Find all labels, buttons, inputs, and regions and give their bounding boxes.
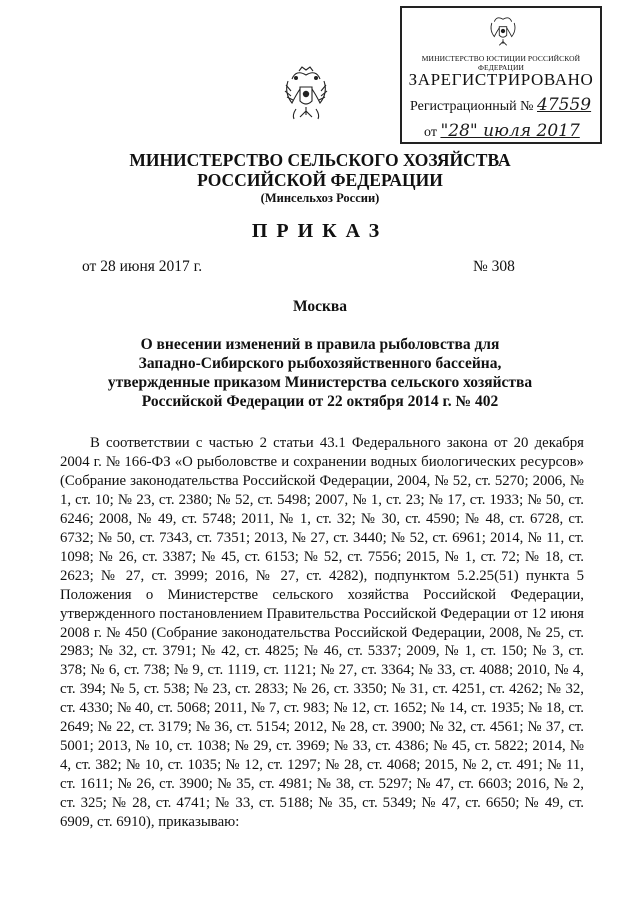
stamp-date-line — [424, 121, 580, 141]
subject-line: утвержденные приказом Министерства сельского хозяйства — [107, 374, 533, 391]
body-paragraph-text: В соответствии с частью 2 статьи 43.1 Федерального закона от 20 декабря 2004 г. № 166-ФЗ «О рыболовстве и сохранении водных биологических ресурсов» (Собрание законодательства Российской Федерации, 2004, № 52, ст. 5270; 2006, № 1, ст. 10; № 23, ст. 2380; № 52, ст. 5498; 2007, № 1, ст. 23; № 17, ст. 1933; № 50, ст. 6246; 2008, № 49, ст. 5748; 2011, № 1, ст. 32; № 30, ст. 4590; № 48, ст. 6728, ст. 6732; № 50, ст. 7343, ст. 7351; 2013, № 27, ст. 3440; № 52, ст. 6961; 2014, № 11, ст. 1098; № 26, ст. 3387; № 45, ст. 6153; № 52, ст. 7556; 2015, № 1, ст. 72; № 18, ст. 2623; № 27, ст. 3999; 2016, № 27, ст. 4282), подпунктом 5.2.25(51) пункта 5 Положения о Министерстве сельского хозяйства Российской Федерации, утвержденного постановлением Правительства Российской Федерации от 12 июня 2008 г. № 450 (Собрание законодательства Российской Федерации, 2008, № 25, ст. 2983; № 32, ст. 3791; № 42, ст. 4825; № 46, ст. 5337; 2009, № 1, ст. 150; № 3, ст. 378; № 6, ст. 738; № 9, ст. 1119, ст. 1121; № 27, ст. 3364; № 33, ст. 4088; 2010, № 4, ст. 394; № 5, ст. 538; № 23, ст. 2833; № 26, ст. 3350; № 31, ст. 4251, ст. 4262; № 32, ст. 4330; № 40, ст. 5068; 2011, № 7, ст. 983; № 12, ст. 1652; № 14, ст. 1935; № 18, ст. 2649; № 22, ст. 3179; № 36, ст. 5154; 2012, № 28, ст. 3900; № 32, ст. 4561; № 37, ст. 5001; 2013, № 10, ст. 1038; № 29, ст. 3969; № 33, ст. 4386; № 45, ст. 5822; 2014, № 4, ст. 382; № 10, ст. 1035; № 12, ст. 1297; № 28, ст. 4068; 2015, № 2, ст. 491; № 11, ст. 1611; № 26, ст. 3900; № 35, ст. 4981; № 38, ст. 5297; № 47, ст. 6603; 2016, № 2, ст. 325; № 28, ст. 4741; № 33, ст. 5188; № 35, ст. 5349; № 47, ст. 6650; № 49, ст. 6909, ст. 6910), приказываю: — [60, 435, 584, 831]
ministry-name-line1: МИНИСТЕРСТВО СЕЛЬСКОГО ХОЗЯЙСТВА — [129, 150, 511, 170]
subject-line: О внесении изменений в правила рыболовства для — [140, 336, 500, 353]
stamp-registration-line — [410, 95, 591, 115]
order-number: № 308 — [473, 258, 515, 275]
stamp-emblem-icon — [488, 13, 518, 49]
coat-of-arms-icon — [282, 65, 330, 123]
stamp-ministry-name: МИНИСТЕРСТВО ЮСТИЦИИ РОССИЙСКОЙ ФЕДЕРАЦИИ — [421, 54, 581, 72]
stamp-date-prefix: от — [424, 125, 437, 140]
body-paragraph — [60, 434, 584, 832]
city: Москва — [292, 298, 348, 315]
subject-line: Российской Федерации от 22 октября 2014 г. № 402 — [141, 393, 499, 410]
ministry-short-name: (Минсельхоз России) — [260, 191, 380, 205]
subject-line: Западно-Сибирского рыбохозяйственного бассейна, — [138, 355, 502, 372]
ministry-name-line2: РОССИЙСКОЙ ФЕДЕРАЦИИ — [197, 170, 443, 190]
stamp-registered-label: ЗАРЕГИСТРИРОВАНО — [408, 70, 594, 89]
stamp-date: "28" июля 2017 — [440, 121, 580, 141]
stamp-reg-label: Регистрационный № — [410, 99, 534, 114]
registration-stamp — [400, 6, 602, 144]
order-date: от 28 июня 2017 г. — [82, 258, 203, 275]
order-title: ПРИКАЗ — [251, 220, 389, 242]
stamp-reg-number: 47559 — [537, 95, 592, 115]
